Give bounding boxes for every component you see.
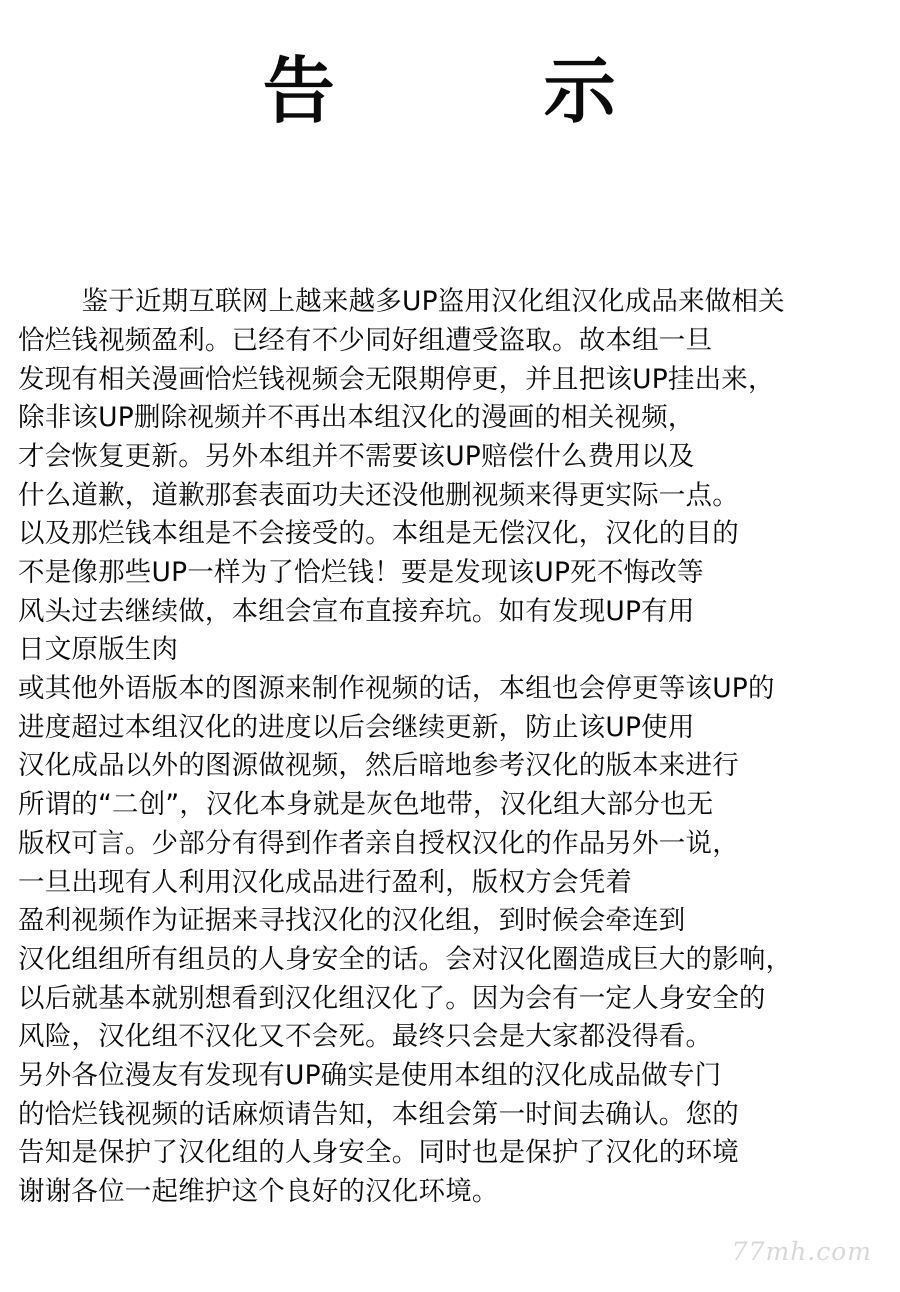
body-line: 以及那烂钱本组是不会接受的。本组是无偿汉化，汉化的目的 (18, 518, 739, 550)
body-line: 的恰烂钱视频的话麻烦请告知，本组会第一时间去确认。您的 (18, 1098, 739, 1130)
body-line: 版权可言。少部分有得到作者亲自授权汉化的作品另外一说， (18, 827, 739, 859)
page-title: 告 示 (262, 49, 638, 133)
body-line: 鉴于近期互联网上越来越多UP盗用汉化组汉化成品来做相关 (81, 286, 785, 318)
body-line: 进度超过本组汉化的进度以后会继续更新，防止该UP使用 (18, 711, 695, 743)
body-line: 或其他外语版本的图源来制作视频的话，本组也会停更等该UP的 (18, 673, 775, 705)
body-line: 汉化成品以外的图源做视频，然后暗地参考汉化的版本来进行 (18, 750, 739, 782)
body-line: 盈利视频作为证据来寻找汉化的汉化组，到时候会牵连到 (18, 905, 686, 937)
body-line: 所谓的“二创”，汉化本身就是灰色地带，汉化组大部分也无 (18, 789, 714, 821)
body-line: 风头过去继续做，本组会宣布直接弃坑。如有发现UP有用 (18, 595, 695, 627)
body-line: 汉化组组所有组员的人身安全的话。会对汉化圈造成巨大的影响， (18, 943, 793, 975)
body-line: 不是像那些UP一样为了恰烂钱！要是发现该UP死不悔改等 (18, 557, 704, 588)
notice-body (18, 283, 882, 1212)
body-line: 以后就基本就别想看到汉化组汉化了。因为会有一定人身安全的 (18, 982, 766, 1014)
body-line: 风险，汉化组不汉化又不会死。最终只会是大家都没得看。 (18, 1021, 713, 1053)
body-line: 什么道歉，道歉那套表面功夫还没他删视频来得更实际一点。 (18, 479, 739, 511)
body-line: 除非该UP删除视频并不再出本组汉化的漫画的相关视频， (18, 402, 695, 434)
body-line: 谢谢各位一起维护这个良好的汉化环境。 (18, 1176, 499, 1207)
body-line: 才会恢复更新。另外本组并不需要该UP赔偿什么费用以及 (18, 440, 695, 472)
site-watermark: 77mh.com (731, 1237, 872, 1266)
body-line: 告知是保护了汉化组的人身安全。同时也是保护了汉化的环境 (18, 1137, 739, 1169)
body-line: 日文原版生肉 (18, 634, 179, 666)
body-line: 恰烂钱视频盈利。已经有不少同好组遭受盗取。故本组一旦 (18, 324, 713, 356)
body-line: 一旦出现有人利用汉化成品进行盈利，版权方会凭着 (18, 866, 633, 898)
body-line: 发现有相关漫画恰烂钱视频会无限期停更，并且把该UP挂出来， (18, 363, 775, 395)
body-line: 另外各位漫友有发现有UP确实是使用本组的汉化成品做专门 (18, 1059, 722, 1091)
